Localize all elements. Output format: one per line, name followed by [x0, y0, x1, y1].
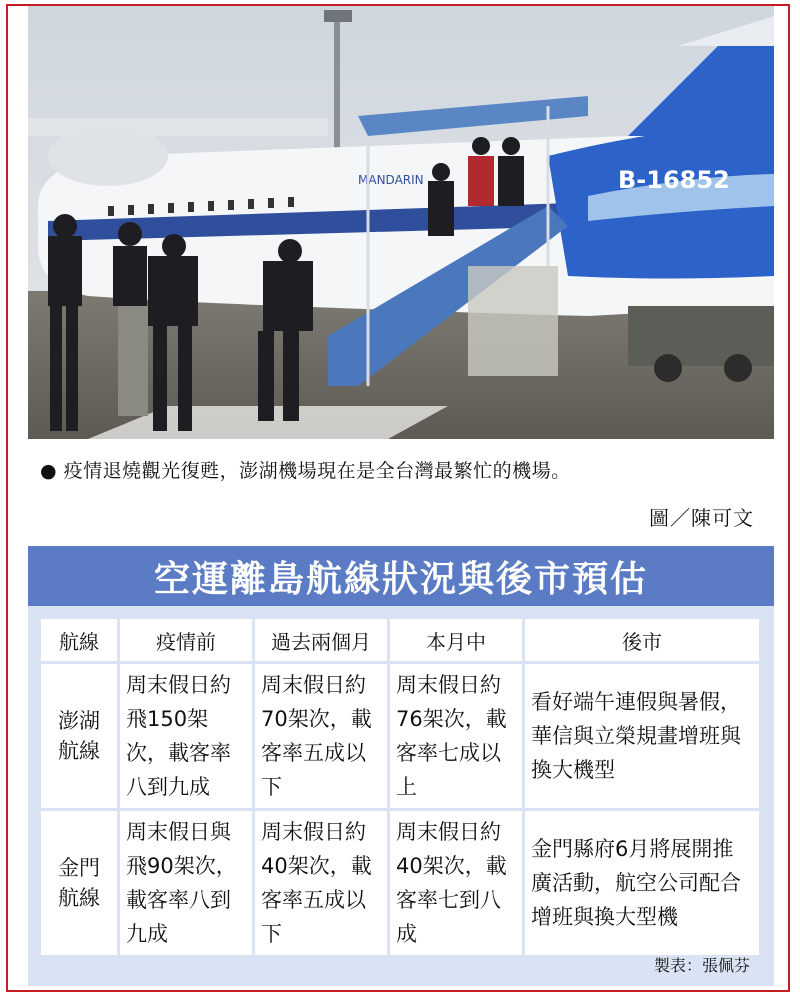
header-outlook: 後市 [525, 619, 759, 661]
table-header-row [41, 619, 759, 661]
route-cell: 澎湖 航線 [41, 664, 117, 808]
airport-photo-illustration [28, 6, 774, 439]
route-cell: 金門 航線 [41, 811, 117, 955]
caption-text: 疫情退燒觀光復甦，澎湖機場現在是全台灣最繁忙的機場。 [63, 460, 571, 482]
table-title: 空運離島航線狀況與後市預估 [28, 546, 774, 606]
header-pre-pandemic: 疫情前 [120, 619, 252, 661]
table-cell: 周末假日約40架次，載客率五成以下 [255, 811, 387, 955]
caption-bullet: ● [40, 460, 58, 482]
header-route: 航線 [41, 619, 117, 661]
table-cell: 周末假日約飛150架次，載客率八到九成 [120, 664, 252, 808]
photo-caption [40, 456, 760, 483]
airport-photo [28, 6, 774, 439]
route-status-table [38, 616, 762, 958]
header-past-two-months: 過去兩個月 [255, 619, 387, 661]
table-row [41, 811, 759, 955]
table-cell: 周末假日約70架次，載客率五成以下 [255, 664, 387, 808]
table-cell: 周末假日約40架次，載客率七到八成 [390, 811, 522, 955]
caption-area [28, 440, 774, 544]
photo-credit: 圖／陳可文 [649, 506, 754, 530]
table-cell: 周末假日約76架次，載客率七成以上 [390, 664, 522, 808]
aircraft-registration: B-16852 [618, 166, 730, 194]
table-cell: 周末假日與飛90架次，載客率八到九成 [120, 811, 252, 955]
header-mid-month: 本月中 [390, 619, 522, 661]
table-row [41, 664, 759, 808]
table-cell: 金門縣府6月將展開推廣活動，航空公司配合增班與換大型機 [525, 811, 759, 955]
airline-text: MANDARIN [358, 173, 424, 187]
table-cell: 看好端午連假與暑假，華信與立榮規畫增班與換大機型 [525, 664, 759, 808]
table-area [28, 606, 774, 986]
table-author: 製表：張佩芬 [653, 956, 750, 975]
